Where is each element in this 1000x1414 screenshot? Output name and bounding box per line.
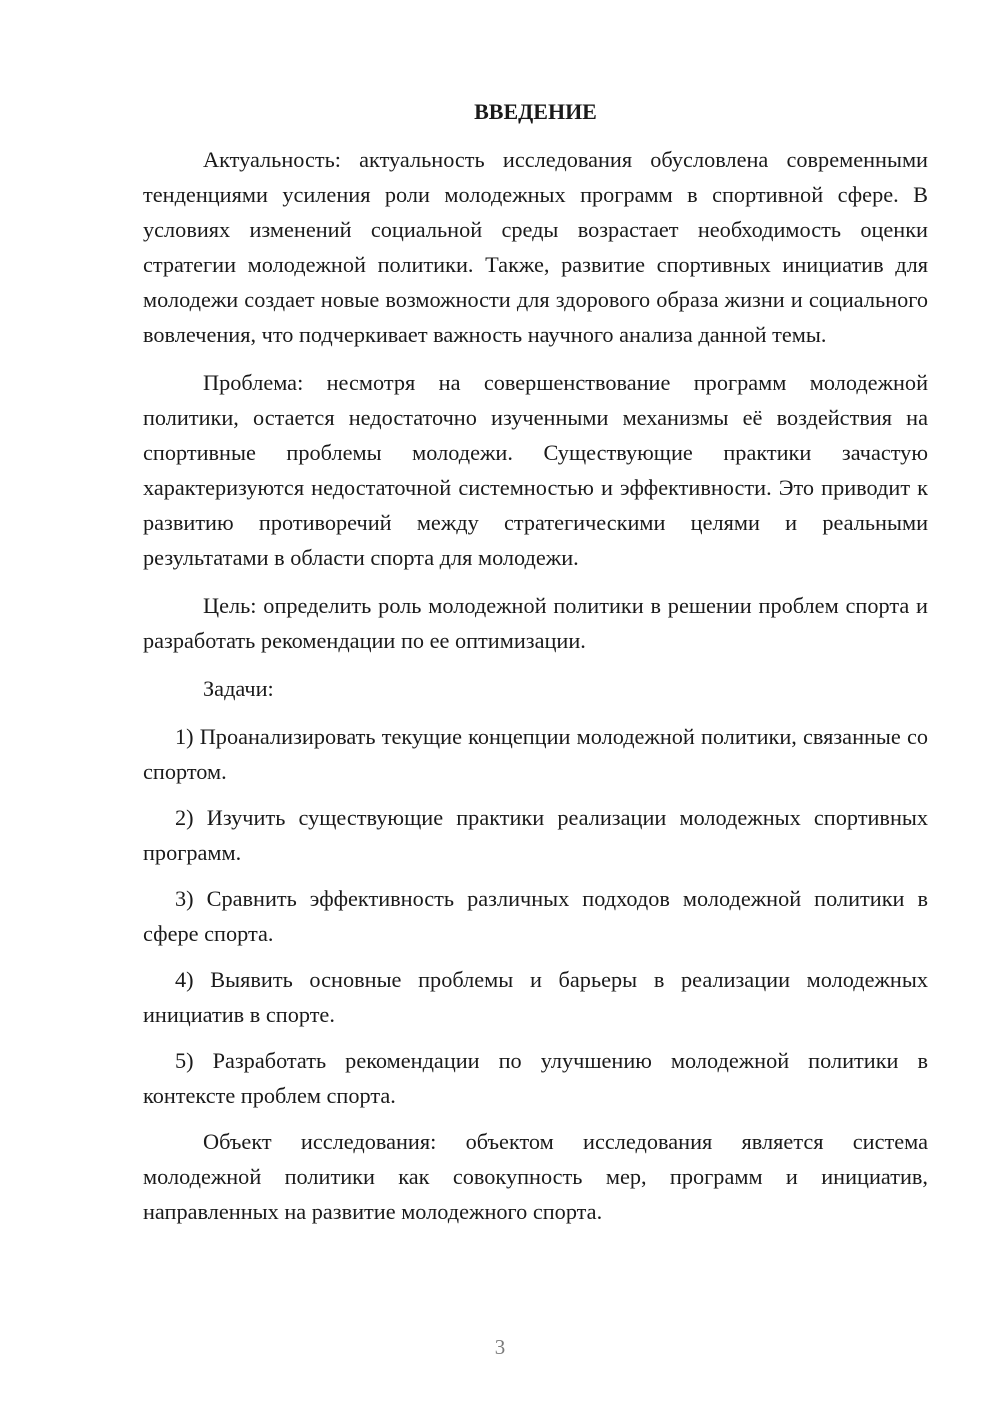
task-item-3: 3) Сравнить эффективность различных подходов молодежной политики в сфере спорта.: [143, 886, 928, 946]
task-item-2: 2) Изучить существующие практики реализации молодежных спортивных программ.: [143, 805, 928, 865]
paragraph-goal: Цель: определить роль молодежной политики в решении проблем спорта и разработать рекомендации по ее оптимизации.: [143, 593, 928, 653]
task-item-4: 4) Выявить основные проблемы и барьеры в реализации молодежных инициатив в спорте.: [143, 967, 928, 1027]
page-title: ВВЕДЕНИЕ: [474, 99, 597, 124]
paragraph-object: Объект исследования: объектом исследования является система молодежной политики как совокупность мер, программ и инициатив, направленных на развитие молодежного спорта.: [143, 1129, 928, 1224]
page-content: [143, 94, 928, 1242]
page-number: 3: [494, 1335, 506, 1359]
paragraph-relevance: Актуальность: актуальность исследования обусловлена современными тенденциями усиления роли молодежных программ в спортивной сфере. В условиях изменений социальной среды возрастает необходимость оценки стратегии молодежной политики. Также, развитие спортивных инициатив для молодежи создает новые возможности для здорового образа жизни и социального вовлечения, что подчеркивает важность научного анализа данной темы.: [143, 147, 928, 347]
tasks-heading: Задачи:: [203, 676, 274, 701]
task-item-5: 5) Разработать рекомендации по улучшению молодежной политики в контексте проблем спорта.: [143, 1048, 928, 1108]
paragraph-problem: Проблема: несмотря на совершенствование программ молодежной политики, остается недостаточно изученными механизмы её воздействия на спортивные проблемы молодежи. Существующие практики зачастую характеризуются недостаточной системностью и эффективности. Это приводит к развитию противоречий между стратегическими целями и реальными результатами в области спорта для молодежи.: [143, 370, 928, 570]
task-item-1: 1) Проанализировать текущие концепции молодежной политики, связанные со спортом.: [143, 724, 928, 784]
